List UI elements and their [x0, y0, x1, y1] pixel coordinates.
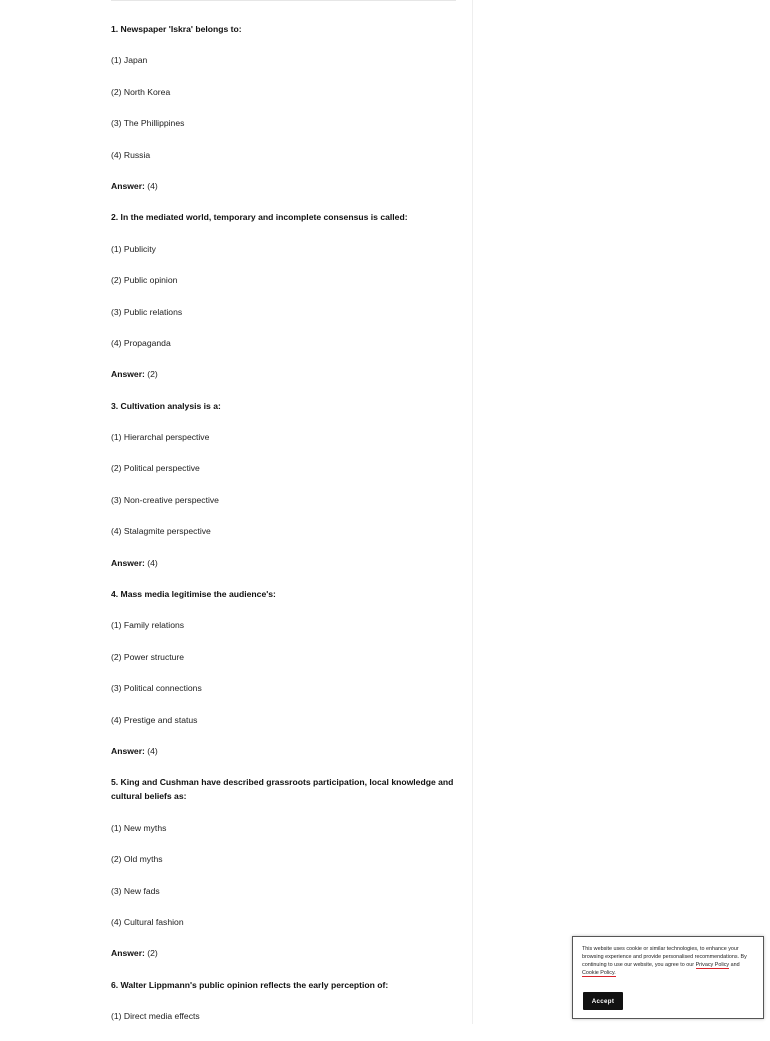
- answer-value: (4): [144, 745, 158, 756]
- answer-option: (4) Propaganda: [111, 337, 171, 348]
- question-text: 1. Newspaper 'Iskra' belongs to:: [111, 24, 242, 34]
- answer-value: (2): [144, 948, 158, 959]
- answer-option: (1) New myths: [111, 822, 167, 833]
- answer-option: (4) Russia: [111, 149, 151, 160]
- answer-option: (3) The Phillippines: [111, 118, 185, 129]
- answer-option: (3) Political connections: [111, 683, 202, 694]
- question-text: 5. King and Cushman have described grassroots participation, local knowledge and cultural beliefs as:: [111, 777, 454, 802]
- cookie-message-and: and: [729, 962, 740, 968]
- answer-option: (3) New fads: [111, 885, 160, 896]
- question-text: 6. Walter Lippmann's public opinion reflects the early perception of:: [111, 979, 389, 990]
- answer-option: (2) North Korea: [111, 86, 171, 97]
- answer-label: Answer:: [111, 180, 145, 191]
- top-divider: [111, 0, 456, 1]
- answer-option: (4) Prestige and status: [111, 714, 198, 725]
- cookie-message: [582, 945, 754, 977]
- answer-option: (2) Old myths: [111, 854, 163, 865]
- question-text: 4. Mass media legitimise the audience's:: [111, 589, 276, 600]
- answer-label: Answer:: [111, 948, 145, 959]
- accept-cookies-button[interactable]: Accept: [583, 992, 623, 1010]
- answer-option: (3) Public relations: [111, 306, 183, 317]
- answer-option: (1) Hierarchal perspective: [111, 432, 210, 443]
- correct-answer: [111, 946, 459, 960]
- answer-value: (2): [144, 369, 158, 380]
- answer-option: (4) Stalagmite perspective: [111, 526, 211, 537]
- question-list: [111, 22, 459, 1041]
- question-text: 3. Cultivation analysis is a:: [111, 400, 221, 411]
- answer-value: (4): [144, 557, 158, 568]
- answer-option: (3) Non-creative perspective: [111, 494, 219, 505]
- answer-option: (1) Japan: [111, 55, 148, 66]
- cookie-message-text: This website uses cookie or similar technologies, to enhance your browsing experience and provide personalised recommendations. By continuing to use our website, you agree to our: [582, 946, 747, 968]
- answer-option: (1) Publicity: [111, 243, 156, 254]
- privacy-policy-link[interactable]: Privacy Policy: [695, 962, 730, 968]
- correct-answer: [111, 556, 459, 570]
- correct-answer: [111, 367, 459, 381]
- answer-label: Answer:: [111, 557, 145, 568]
- answer-option: (2) Political perspective: [111, 463, 200, 474]
- answer-option: (2) Public opinion: [111, 275, 178, 286]
- answer-option: (1) Direct media effects: [111, 1011, 200, 1022]
- answer-option: (1) Family relations: [111, 620, 185, 631]
- cookie-policy-link[interactable]: Cookie Policy.: [582, 970, 616, 976]
- cookie-consent-banner: [572, 936, 764, 1019]
- correct-answer: [111, 744, 459, 758]
- answer-label: Answer:: [111, 745, 145, 756]
- answer-option: (4) Cultural fashion: [111, 916, 184, 927]
- question-text: 2. In the mediated world, temporary and incomplete consensus is called:: [111, 212, 408, 223]
- answer-option: (2) Power structure: [111, 651, 185, 662]
- correct-answer: [111, 179, 459, 193]
- answer-value: (4): [144, 180, 158, 191]
- answer-label: Answer:: [111, 369, 145, 380]
